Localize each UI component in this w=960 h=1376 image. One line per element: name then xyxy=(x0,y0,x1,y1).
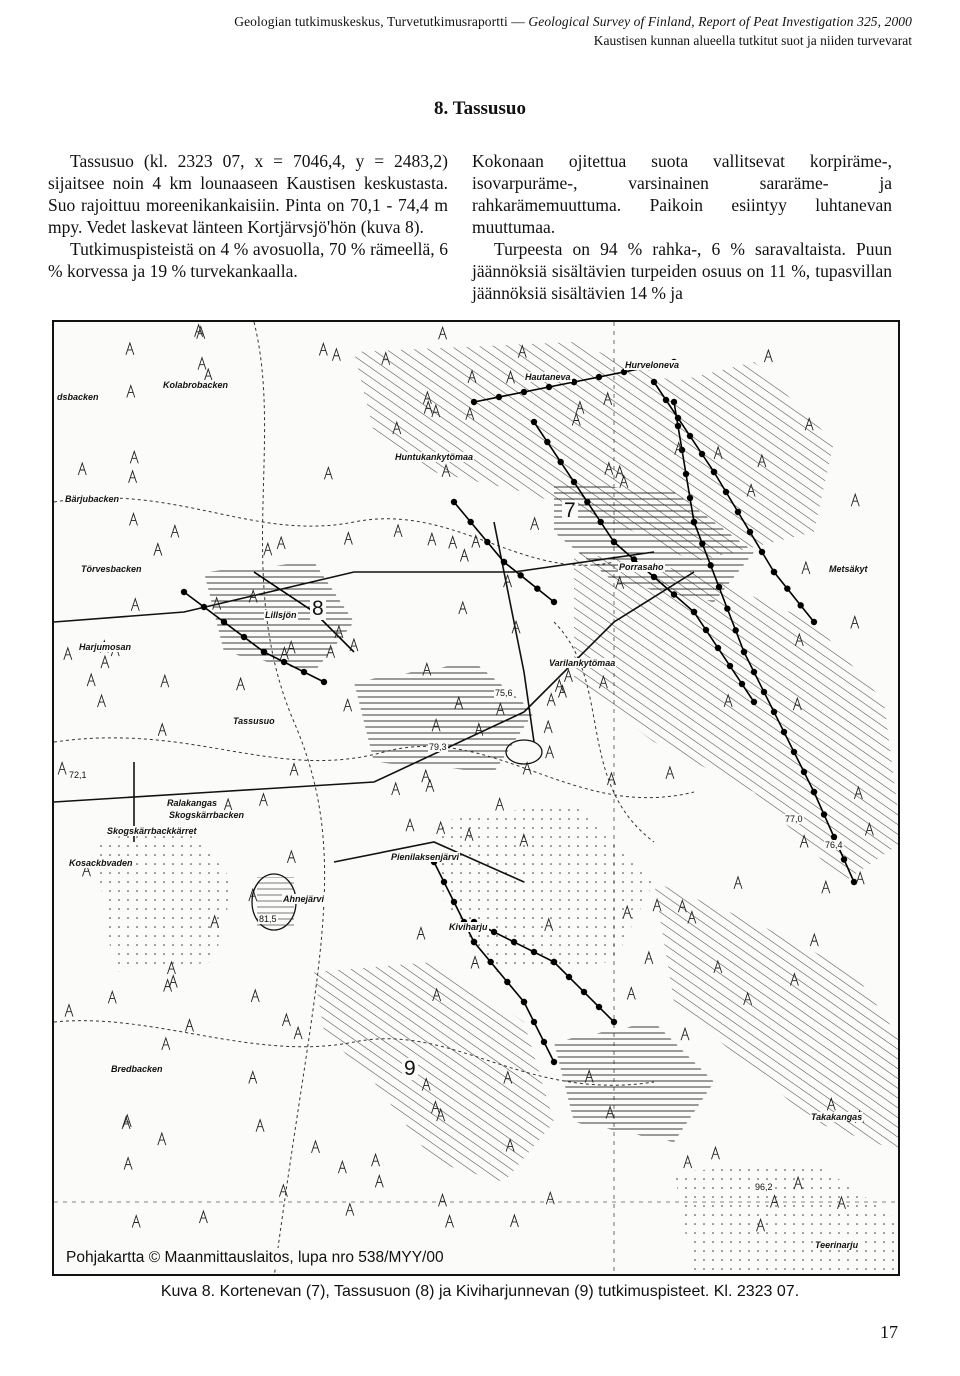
left-paragraph-2: Tutkimuspisteistä on 4 % avosuolla, 70 % rämeellä, 6 % korvessa ja 19 % turvekankaalla. xyxy=(48,239,448,281)
forest-symbol xyxy=(531,518,539,530)
research-point xyxy=(451,499,457,505)
forest-symbol xyxy=(851,494,859,506)
place-label: Huntukankytömaa xyxy=(395,452,474,462)
research-point xyxy=(691,519,697,525)
place-label: Bärjubacken xyxy=(65,494,120,504)
research-point xyxy=(517,572,523,578)
research-point xyxy=(711,469,717,475)
forest-symbol xyxy=(287,851,295,863)
research-point xyxy=(811,619,817,625)
forest-symbol xyxy=(406,819,414,831)
research-point xyxy=(534,585,540,591)
research-point xyxy=(487,959,493,965)
right-paragraph-1: Kokonaan ojitettua suota vallitsevat korpiräme-, isovarpuräme-, varsinainen sararäme- ja rahkarämemuuttuma. Paikoin esiintyy luhtanevan muuttumaa. xyxy=(472,151,892,237)
forest-symbol xyxy=(195,325,203,337)
left-paragraph-1: Tassusuo (kl. 2323 07, x = 7046,4, y = 2483,2) sijaitsee noin 4 km lounaaseen Kaustisen keskustasta. Suo rajoittuu moreenikankaisiin. Pinta on 70,1 - 74,4 m mpy. Vedet laskevat länteen Kortjärvsjö'hön (kuva 8). xyxy=(48,151,448,237)
forest-symbol xyxy=(764,350,772,362)
forest-symbol xyxy=(666,767,674,779)
forest-symbol xyxy=(164,980,172,992)
figure-caption: Kuva 8. Kortenevan (7), Tassusuon (8) ja Kiviharjunnevan (9) tutkimuspisteet. Kl. 2323 07. xyxy=(160,1283,800,1300)
research-point xyxy=(467,519,473,525)
research-point xyxy=(501,559,507,565)
place-label: Metsäkyt xyxy=(829,564,868,574)
forest-symbol xyxy=(282,1014,290,1026)
research-point xyxy=(739,681,745,687)
forest-symbol xyxy=(129,513,137,525)
research-point xyxy=(566,974,572,980)
forest-symbol xyxy=(496,798,504,810)
research-point xyxy=(671,399,677,405)
research-point xyxy=(521,389,527,395)
research-point xyxy=(699,451,705,457)
forest-symbol xyxy=(446,1215,454,1227)
research-point xyxy=(751,669,757,675)
research-point xyxy=(741,649,747,655)
research-point xyxy=(703,627,709,633)
research-point xyxy=(544,439,550,445)
elevation-label: 76,4 xyxy=(825,840,843,850)
elevation-label: 72,1 xyxy=(69,770,87,780)
research-point xyxy=(811,789,817,795)
research-point xyxy=(781,729,787,735)
forest-symbol xyxy=(422,770,430,782)
place-label: Ralakangas xyxy=(167,798,218,808)
area-number-9: 9 xyxy=(404,1057,416,1080)
forest-symbol xyxy=(64,648,72,660)
forest-symbol xyxy=(319,343,327,355)
place-label: Skogskärrbacken xyxy=(169,810,245,820)
forest-symbol xyxy=(438,1194,446,1206)
forest-symbol xyxy=(127,386,135,398)
research-point xyxy=(699,540,705,546)
running-title-en: Geological Survey of Finland, Report of Peat Investigation 325, 2000 xyxy=(528,14,912,29)
elevation-label: 81,5 xyxy=(259,914,277,924)
research-point xyxy=(541,1039,547,1045)
research-point xyxy=(732,627,738,633)
research-point xyxy=(735,509,741,515)
research-point xyxy=(675,415,681,421)
area-number-7: 7 xyxy=(564,499,576,522)
running-subtitle: Kaustisen kunnan alueella tutkitut suot ja niiden turvevarat xyxy=(593,33,912,48)
forest-symbol xyxy=(332,349,340,361)
running-title-fi: Geologian tutkimuskeskus, Turvetutkimusraportti xyxy=(234,14,508,29)
research-point xyxy=(584,499,590,505)
research-point xyxy=(181,589,187,595)
forest-symbol xyxy=(98,695,106,707)
forest-symbol xyxy=(547,694,555,706)
research-point xyxy=(751,699,757,705)
forest-symbol xyxy=(154,544,162,556)
forest-symbol xyxy=(856,872,864,884)
research-point xyxy=(671,591,677,597)
forest-symbol xyxy=(311,1141,319,1153)
research-point xyxy=(531,1019,537,1025)
forest-symbol xyxy=(264,543,272,555)
elevation-label: 75,6 xyxy=(495,688,513,698)
elevation-label: 77,0 xyxy=(785,814,803,824)
forest-symbol xyxy=(681,1028,689,1040)
research-point xyxy=(687,495,693,501)
research-point xyxy=(723,489,729,495)
research-point xyxy=(771,569,777,575)
place-label: Tassusuo xyxy=(233,716,275,726)
forest-symbol xyxy=(256,1120,264,1132)
forest-symbol xyxy=(58,762,66,774)
left-column xyxy=(48,150,448,282)
research-point xyxy=(321,679,327,685)
place-label: Teerinarju xyxy=(815,1240,859,1250)
forest-symbol xyxy=(158,1133,166,1145)
forest-symbol xyxy=(277,537,285,549)
research-point xyxy=(596,1004,602,1010)
place-label: Törvesbacken xyxy=(81,564,142,574)
research-point xyxy=(771,709,777,715)
forest-symbol xyxy=(645,952,653,964)
research-point xyxy=(651,574,657,580)
research-point xyxy=(596,374,602,380)
forest-symbol xyxy=(101,656,109,668)
research-point xyxy=(484,539,490,545)
place-label: Bredbacken xyxy=(111,1064,163,1074)
research-point xyxy=(496,394,502,400)
forest-symbol xyxy=(108,991,116,1003)
forest-symbol xyxy=(237,678,245,690)
research-point xyxy=(551,599,557,605)
elevation-label: 96,2 xyxy=(755,1182,773,1192)
forest-symbol xyxy=(546,1192,554,1204)
place-label: Kosackbvaden xyxy=(69,858,133,868)
forest-symbol xyxy=(684,1156,692,1168)
forest-symbol xyxy=(428,533,436,545)
forest-symbol xyxy=(294,1027,302,1039)
place-label: Hautaneva xyxy=(525,372,571,382)
place-label: Takakangas xyxy=(811,1112,863,1122)
research-point xyxy=(557,459,563,465)
place-label: Hurveloneva xyxy=(625,360,680,370)
forest-symbol xyxy=(471,957,479,969)
forest-symbol xyxy=(449,536,457,548)
forest-symbol xyxy=(392,783,400,795)
forest-symbol xyxy=(78,463,86,475)
research-point xyxy=(511,939,517,945)
forest-symbol xyxy=(546,746,554,758)
research-point xyxy=(759,549,765,555)
forest-symbol xyxy=(198,358,206,370)
forest-symbol xyxy=(510,1215,518,1227)
forest-symbol xyxy=(197,327,205,339)
place-label: Pienilaksenjärvi xyxy=(391,852,460,862)
forest-symbol xyxy=(126,343,134,355)
research-point xyxy=(597,519,603,525)
research-point xyxy=(707,562,713,568)
forest-symbol xyxy=(851,616,859,628)
forest-symbol xyxy=(460,550,468,562)
research-point xyxy=(441,879,447,885)
forest-symbol xyxy=(87,674,95,686)
research-point xyxy=(471,399,477,405)
map-credit: Pohjakartta © Maanmittauslaitos, lupa nro 538/MYY/00 xyxy=(62,1248,448,1268)
forest-symbol xyxy=(344,699,352,711)
research-point xyxy=(691,609,697,615)
research-point xyxy=(571,379,577,385)
research-point xyxy=(581,989,587,995)
forest-symbol xyxy=(810,934,818,946)
research-point xyxy=(724,605,730,611)
forest-symbol xyxy=(158,724,166,736)
forest-symbol xyxy=(439,327,447,339)
forest-symbol xyxy=(169,976,177,988)
forest-symbol xyxy=(734,877,742,889)
title-separator: — xyxy=(511,14,525,29)
forest-symbol xyxy=(346,1204,354,1216)
forest-symbol xyxy=(711,1147,719,1159)
forest-symbol xyxy=(344,533,352,545)
forest-symbol xyxy=(558,686,566,698)
research-point xyxy=(663,397,669,403)
research-point xyxy=(301,669,307,675)
place-label: Lillsjön xyxy=(265,610,297,620)
forest-symbol xyxy=(249,1071,257,1083)
forest-symbol xyxy=(372,1154,380,1166)
research-point xyxy=(821,811,827,817)
forest-symbol xyxy=(627,988,635,1000)
research-point xyxy=(531,419,537,425)
forest-symbol xyxy=(132,1216,140,1228)
research-point xyxy=(504,979,510,985)
forest-symbol xyxy=(290,763,298,775)
research-point xyxy=(683,471,689,477)
forest-symbol xyxy=(162,1038,170,1050)
research-point xyxy=(471,939,477,945)
section-title: 8. Tassusuo xyxy=(434,98,526,119)
research-point xyxy=(531,949,537,955)
right-paragraph-2: Turpeesta on 94 % rahka-, 6 % saravaltaista. Puun jäännöksiä sisältävien turpeiden osuus on 11 %, tupasvillan jäännöksiä sisältävien 14 % ja xyxy=(472,239,892,303)
place-label: Kolabrobacken xyxy=(163,380,229,390)
research-point xyxy=(727,663,733,669)
forest-symbol xyxy=(129,471,137,483)
research-point xyxy=(201,604,207,610)
research-point xyxy=(761,689,767,695)
research-point xyxy=(491,929,497,935)
forest-symbol xyxy=(822,881,830,893)
research-point xyxy=(451,899,457,905)
base-map-figure xyxy=(52,320,900,1276)
research-point xyxy=(241,634,247,640)
research-point xyxy=(747,529,753,535)
page-number: 17 xyxy=(880,1322,898,1342)
research-point xyxy=(551,1059,557,1065)
forest-symbol xyxy=(131,599,139,611)
research-point xyxy=(841,856,847,862)
forest-symbol xyxy=(802,562,810,574)
right-column xyxy=(472,150,892,304)
forest-symbol xyxy=(130,451,138,463)
running-header xyxy=(48,14,912,49)
running-title xyxy=(48,14,912,30)
research-point xyxy=(791,749,797,755)
forest-symbol xyxy=(171,525,179,537)
area-number-8: 8 xyxy=(312,597,324,620)
place-label: Skogskärrbackkärret xyxy=(107,826,197,836)
research-point xyxy=(261,649,267,655)
place-label: dsbacken xyxy=(57,392,99,402)
research-point xyxy=(521,999,527,1005)
research-point xyxy=(687,433,693,439)
forest-symbol xyxy=(161,675,169,687)
research-point xyxy=(716,584,722,590)
forest-symbol xyxy=(259,794,267,806)
research-point xyxy=(221,619,227,625)
research-point xyxy=(784,585,790,591)
research-point xyxy=(797,602,803,608)
forest-symbol xyxy=(459,602,467,614)
forest-symbol xyxy=(199,1211,207,1223)
research-point xyxy=(651,379,657,385)
forest-symbol xyxy=(564,670,572,682)
forest-symbol xyxy=(324,467,332,479)
research-point xyxy=(571,479,577,485)
place-label: Varilankytömaa xyxy=(549,658,616,668)
forest-symbol xyxy=(338,1161,346,1173)
forest-symbol xyxy=(375,1175,383,1187)
forest-symbol xyxy=(185,1020,193,1032)
forest-symbol xyxy=(65,1005,73,1017)
forest-symbol xyxy=(394,525,402,537)
forest-symbol xyxy=(124,1158,132,1170)
research-point xyxy=(715,645,721,651)
marsh-hatched-areas xyxy=(94,342,900,1276)
forest-symbol xyxy=(417,927,425,939)
place-label: Porrasaho xyxy=(619,562,664,572)
place-label: Ahnejärvi xyxy=(283,894,325,904)
place-label: Kiviharju xyxy=(449,922,488,932)
research-point xyxy=(546,384,552,390)
research-point xyxy=(675,423,681,429)
research-point xyxy=(801,769,807,775)
research-point xyxy=(551,959,557,965)
research-point xyxy=(281,659,287,665)
forest-symbol xyxy=(544,721,552,733)
place-label: Harjumosan xyxy=(79,642,132,652)
elevation-label: 79,3 xyxy=(429,742,447,752)
forest-symbol xyxy=(251,990,259,1002)
